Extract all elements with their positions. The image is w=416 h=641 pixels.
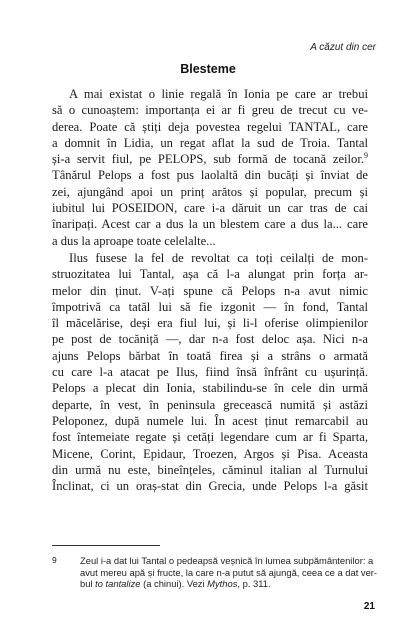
footnote-line: avut mereu apă și fructe, la care n-a putut să ajungă, ceea ce a dat ver- — [80, 566, 378, 578]
text-line: struozitatea lui Tantal, așa că l-a alungat prin forța ar- — [52, 267, 368, 282]
page-number: 21 — [363, 601, 375, 612]
text-line: pe post de tocăniță —, dar n-a fost deloc așa. Nici n-a — [52, 332, 368, 347]
text-line: fost întemeiate regate și cetăți legendare cum ar fi Sparta, — [52, 430, 368, 445]
text-line: departe, în vest, în peninsula grecească numită și astăzi — [52, 397, 368, 412]
text-line: îl măcelărise, deși era fiul lui, și li-l oferise olimpienilor — [52, 316, 368, 331]
text-line — [52, 151, 368, 167]
footnote — [52, 555, 378, 590]
text-line: să o cunoaștem: importanța ei ar fi greu de trecut cu ve- — [52, 103, 368, 118]
text-line: zei, ajungând apoi un prinț arătos și popular, precum și — [52, 184, 368, 199]
paragraph — [52, 86, 368, 249]
text-line: Tânărul Pelops a fost pus laolaltă din bucăți și înviat de — [52, 168, 368, 183]
text-line: melor din ținut. V-ați spune că Pelops n-a avut nimic — [52, 283, 368, 298]
footnote-number: 9 — [52, 555, 57, 565]
text-line: Micene, Corint, Epidaur, Troezen, Argos și Pisa. Aceasta — [52, 446, 368, 461]
text-line: Peloponez, după numele lui. În acest ținut remarcabil au — [52, 413, 368, 428]
text-line: a dus la aproape toate celelalte... — [52, 233, 216, 248]
chapter-title: Blesteme — [180, 62, 236, 76]
text-line: A mai existat o linie regală în Ionia pe care ar trebui — [69, 87, 368, 101]
footnote-divider — [52, 545, 160, 546]
text-line: iubitul lui POSEIDON, care i-a dăruit un car tras de cai — [52, 201, 368, 216]
text-line: cu care l-a atacat pe Ilus, fiind însă înfrânt cu ușurință. — [52, 365, 368, 380]
body-text — [52, 86, 368, 494]
footnote-book-title: Mythos — [207, 578, 238, 589]
running-header: A căzut din cer — [310, 42, 376, 53]
text-line: Înclinat, ci un oraș-stat din Grecia, unde Pelops l-a găsit — [52, 479, 368, 494]
footnote-line: Zeul i-a dat lui Tantal o pedeapsă veșnică în lumea subpământenilor: a — [80, 555, 374, 566]
footnote-reference[interactable]: 9 — [364, 151, 368, 160]
text-line: din urmă nu este, bineînțeles, căminul italian al Turnului — [52, 462, 368, 477]
footnote-term: to tantalize — [95, 578, 141, 589]
text-line: Pelops a plecat din Ionia, stabilindu-se în cele din urmă — [52, 381, 368, 396]
text-line-content: și-a servit fiul, pe PELOPS, sub formă de tocană zeilor. — [52, 152, 364, 167]
text-line: derea. Poate că știți deja povestea regelui TANTAL, care — [52, 119, 368, 134]
footnote-line: bul to tantalize (a chinui). Vezi Mythos, p. 311. — [80, 578, 271, 589]
text-line: împotrivă ca tatăl lui să fie izgonit — în fond, Tantal — [52, 299, 368, 314]
text-line: înaripați. Acest car a dus la un blestem care a dus la... care — [52, 217, 368, 232]
text-line: ajuns Pelops bărbat în toată firea și a strâns o armată — [52, 348, 368, 363]
text-line: Ilus fusese la fel de revoltat ca toți ceilalți de mon- — [69, 250, 368, 265]
text-line: a domnit în Lidia, un regat aflat la sud de Troia. Tantal — [52, 135, 368, 150]
paragraph — [52, 250, 368, 494]
